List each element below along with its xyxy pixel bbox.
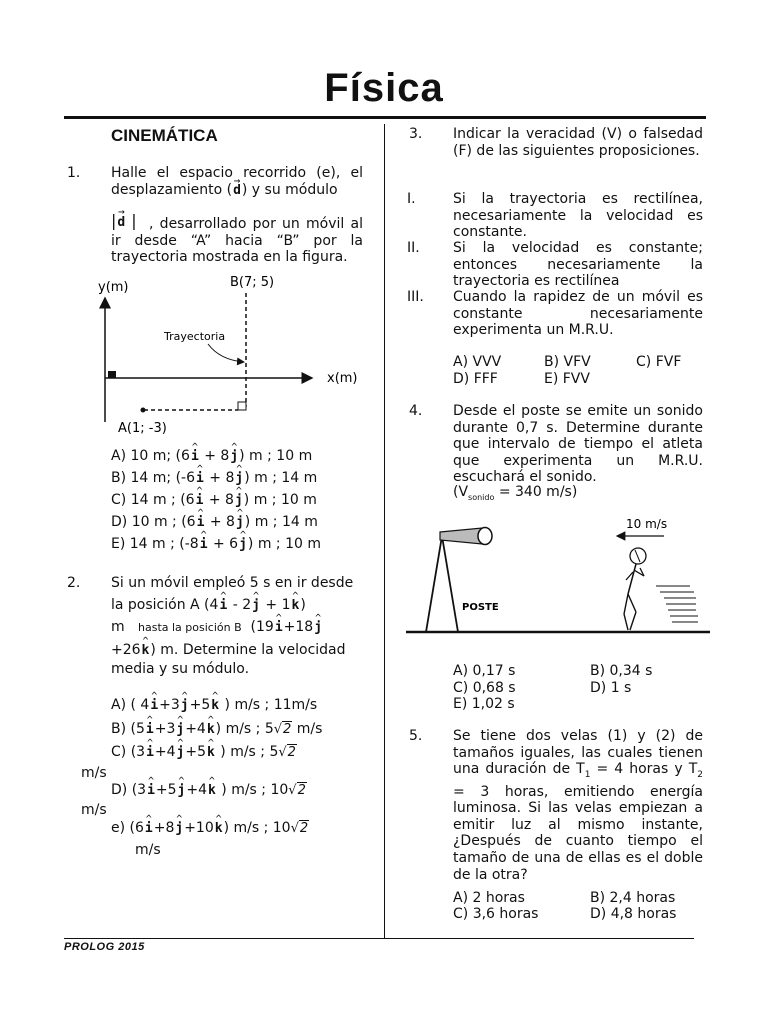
q2-a-c: +5 xyxy=(189,697,211,713)
athlete-shin-front xyxy=(630,612,636,630)
q2-b-e: m/s xyxy=(292,721,323,737)
trajectory-label: Trayectoria xyxy=(164,330,226,343)
athlete-leg-back xyxy=(624,594,628,614)
q3-option-e: E) FVV xyxy=(544,371,590,387)
q5-text-b: = 4 horas y T xyxy=(590,761,698,778)
q4-option-d: D) 1 s xyxy=(590,680,632,696)
q1-text-cont xyxy=(111,216,363,266)
unit-j: ^ j xyxy=(251,597,261,614)
q1-text-c: , desarrollado por un móvil al ir desde “A” hacia “B” por la trayectoria mostrada en la figura. xyxy=(111,216,363,266)
unit-i: ^ i xyxy=(146,782,156,799)
q1-option-d xyxy=(111,514,321,536)
q3-prop-2-number: II. xyxy=(407,240,420,256)
unit-k: ^ k xyxy=(141,642,151,659)
x-axis-label: x(m) xyxy=(327,371,358,386)
q5-number: 5. xyxy=(409,728,423,744)
q4-option-e: E) 1,02 s xyxy=(453,696,515,712)
unit-j: ^ j xyxy=(235,514,245,531)
q2-option-e xyxy=(111,820,309,837)
modulus-vector-d: → d xyxy=(116,215,126,230)
q3-prop-2: Si la velocidad es constante; entonces necesariamente la trayectoria es rectilínea xyxy=(453,240,703,290)
point-a xyxy=(141,408,146,413)
q4-figure xyxy=(404,510,714,645)
unit-i: ^ i xyxy=(274,619,284,636)
q3-prop-1-number: I. xyxy=(407,191,416,207)
q3-prop-3-number: III. xyxy=(407,289,424,305)
athlete-body xyxy=(628,564,636,594)
unit-i: ^ i xyxy=(145,744,155,761)
q2-a-a: A) ( 4 xyxy=(111,697,150,713)
q2-e-b: +8 xyxy=(153,820,175,836)
unit-i: ^ i xyxy=(149,697,159,714)
q4-given-b: = 340 m/s) xyxy=(494,484,578,500)
q2-line2b: - 2 xyxy=(228,597,252,613)
q1-options xyxy=(111,448,321,558)
q3-option-a: A) VVV xyxy=(453,354,502,370)
q1-option-e xyxy=(111,536,321,558)
q2-d-rad: 2 xyxy=(297,783,306,798)
q2-e-d: ) m/s ; 10 xyxy=(223,820,291,836)
page-title: Física xyxy=(324,66,444,110)
speaker-mouth xyxy=(478,528,492,545)
q2-c-d: ) m/s ; 5 xyxy=(215,744,279,760)
unit-i: ^ i xyxy=(218,597,228,614)
q3-option-c: C) FVF xyxy=(636,354,682,370)
point-b-label: B(7; 5) xyxy=(230,275,275,290)
q4-option-c: C) 0,68 s xyxy=(453,680,516,696)
q3-prop-3: Cuando la rapidez de un móvil es constante necesariamente experimenta un M.R.U. xyxy=(453,289,703,339)
point-a-label: A(1; -3) xyxy=(118,421,167,436)
q1-text-b: ) y su módulo xyxy=(241,181,338,198)
speaker-horn xyxy=(440,528,482,544)
q5-option-a: A) 2 horas xyxy=(453,890,525,906)
q2-a-b: +3 xyxy=(159,697,180,713)
q1-option-b xyxy=(111,470,321,492)
q2-option-d-unit: m/s xyxy=(81,802,107,818)
pole-leg-left xyxy=(426,536,442,632)
right-angle-marker xyxy=(238,402,246,410)
q2-option-d xyxy=(111,782,307,799)
q4-given xyxy=(453,484,577,506)
q2-b-rad: 2 xyxy=(283,722,292,737)
unit-i: ^ i xyxy=(144,820,154,837)
q2-b-a: B) (5 xyxy=(111,721,145,737)
q5-option-c: C) 3,6 horas xyxy=(453,906,539,922)
unit-j: ^ j xyxy=(238,536,248,553)
q2-d-a: D) (3 xyxy=(111,782,147,798)
q4-given-a: (V xyxy=(453,484,469,500)
q2-c-rad: 2 xyxy=(287,745,296,760)
q2-line3b: hasta la posición B xyxy=(138,621,242,634)
q2-c-b: +4 xyxy=(154,744,176,760)
origin-marker xyxy=(108,371,116,378)
q1-text xyxy=(111,165,363,199)
unit-j: ^ j xyxy=(234,470,244,487)
pole-label: POSTE xyxy=(462,602,499,613)
unit-j: ^ j xyxy=(176,744,186,761)
q1-b-p: + 8 xyxy=(204,470,235,486)
unit-j: ^ j xyxy=(313,619,323,636)
unit-i: ^ i xyxy=(199,536,209,553)
unit-k: ^ k xyxy=(206,744,216,761)
q1-modulus: |→ d | xyxy=(111,211,137,230)
q2-d-c: +4 xyxy=(186,782,207,798)
q1-e-p: + 6 xyxy=(208,536,239,552)
speed-label: 10 m/s xyxy=(626,517,668,531)
unit-j: ^ j xyxy=(177,782,187,799)
q1-d-p: + 8 xyxy=(205,514,235,530)
q3-option-d: D) FFF xyxy=(453,371,498,387)
trajectory-arrow xyxy=(208,344,244,362)
q1-a-p: + 8 xyxy=(199,448,230,464)
q1-e-l: E) 14 m ; (-8 xyxy=(111,536,199,552)
q5-sub2: 2 xyxy=(697,769,703,780)
q2-line2c: + 1 xyxy=(260,597,291,613)
unit-k: ^ k xyxy=(291,597,301,614)
q3-option-b: B) VFV xyxy=(544,354,591,370)
q3-number: 3. xyxy=(409,126,423,142)
q5-sub1: 1 xyxy=(584,769,591,780)
q2-c-a: C) (3 xyxy=(111,744,146,760)
sqrt-symbol: √2 xyxy=(288,783,306,798)
q4-given-sub: sonido xyxy=(468,492,495,502)
footer-rule xyxy=(64,938,694,939)
q2-line3d: +18 xyxy=(283,619,314,635)
q2-line4 xyxy=(111,642,346,659)
unit-k: ^ k xyxy=(207,782,217,799)
q5-option-b: B) 2,4 horas xyxy=(590,890,676,906)
q5-option-d: D) 4,8 horas xyxy=(590,906,677,922)
unit-i: ^ i xyxy=(190,448,200,465)
q1-c-p: + 8 xyxy=(204,492,234,508)
y-axis-label: y(m) xyxy=(98,280,129,295)
footer-label: PROLOG 2015 xyxy=(64,941,145,953)
sqrt-symbol: √2 xyxy=(273,722,292,737)
q5-text xyxy=(453,728,703,883)
q1-text-a: Halle el espacio recorrido (e), el desplazamiento ( xyxy=(111,165,363,198)
unit-j: ^ j xyxy=(180,697,190,714)
unit-k: ^ k xyxy=(206,721,216,738)
q2-d-d: ) m/s ; 10 xyxy=(216,782,289,798)
q1-b-r: ) m ; 14 m xyxy=(244,470,318,486)
q2-number: 2. xyxy=(67,575,81,591)
q5-text-c: = 3 horas, emitiendo energía luminosa. Si las velas empiezan a emitir luz al mismo instante, ¿Después de cuanto tiempo el tamaño de una de ellas es el doble de la otra? xyxy=(453,783,703,883)
athlete-shin-back xyxy=(624,614,628,630)
q1-b-l: B) 14 m; (-6 xyxy=(111,470,196,486)
q2-line3c: (19 xyxy=(250,619,274,635)
q2-option-c xyxy=(111,744,297,761)
q1-d-l: D) 10 m ; (6 xyxy=(111,514,196,530)
sqrt-symbol: √2 xyxy=(278,745,296,760)
unit-i: ^ i xyxy=(196,514,206,531)
vector-d: → d xyxy=(232,183,242,200)
q2-line4b: ) m. Determine la velocidad xyxy=(150,642,346,658)
pole-leg-right xyxy=(442,536,458,632)
q4-text: Desde el poste se emite un sonido durante 0,7 s. Determine durante que intervalo de tiempo el atleta que experimenta un M.R.U. escuchará el sonido. xyxy=(453,403,703,486)
q2-option-e-unit: m/s xyxy=(135,842,161,858)
column-divider xyxy=(384,124,385,938)
unit-j: ^ j xyxy=(174,820,184,837)
sqrt-symbol: √2 xyxy=(290,821,309,836)
q2-d-b: +5 xyxy=(155,782,177,798)
header-rule xyxy=(64,116,706,119)
q3-prop-1: Si la trayectoria es rectilínea, necesariamente la velocidad es constante. xyxy=(453,191,703,241)
q2-line3a: m xyxy=(111,619,125,635)
unit-j: ^ j xyxy=(175,721,185,738)
q2-line2a: la posición A (4 xyxy=(111,597,219,613)
q2-b-c: +4 xyxy=(185,721,206,737)
unit-j: ^ j xyxy=(234,492,244,509)
unit-i: ^ i xyxy=(195,492,205,509)
q1-option-c xyxy=(111,492,321,514)
q1-c-l: C) 14 m ; (6 xyxy=(111,492,195,508)
q2-line2d: ) xyxy=(300,597,306,613)
q5-text-a: Se tiene dos velas (1) y (2) de tamaños iguales, las cuales tienen una duración de T xyxy=(453,728,703,778)
unit-k: ^ k xyxy=(214,820,224,837)
q2-c-c: +5 xyxy=(185,744,206,760)
q1-e-r: ) m ; 10 m xyxy=(247,536,321,552)
q2-b-b: +3 xyxy=(154,721,176,737)
q1-figure xyxy=(80,270,380,440)
q1-number: 1. xyxy=(67,165,81,181)
unit-k: ^ k xyxy=(210,697,220,714)
q2-line4a: +26 xyxy=(111,642,141,658)
q4-number: 4. xyxy=(409,403,423,419)
q2-option-c-unit: m/s xyxy=(81,765,107,781)
q1-c-r: ) m ; 10 m xyxy=(243,492,317,508)
q4-option-b: B) 0,34 s xyxy=(590,663,653,679)
q2-e-c: +10 xyxy=(184,820,214,836)
athlete-leg-front xyxy=(628,594,636,612)
unit-i: ^ i xyxy=(145,721,155,738)
q2-line5: media y su módulo. xyxy=(111,661,250,677)
q1-a-r: ) m ; 10 m xyxy=(239,448,313,464)
q4-option-a: A) 0,17 s xyxy=(453,663,516,679)
q3-text: Indicar la veracidad (V) o falsedad (F) de las siguientes proposiciones. xyxy=(453,126,703,159)
q2-b-d: ) m/s ; 5 xyxy=(215,721,274,737)
q1-a-l: A) 10 m; (6 xyxy=(111,448,190,464)
q2-option-b xyxy=(111,721,322,738)
q1-option-a xyxy=(111,448,321,470)
q1-d-r: ) m ; 14 m xyxy=(244,514,318,530)
unit-i: ^ i xyxy=(195,470,205,487)
q2-e-rad: 2 xyxy=(299,821,309,836)
section-title: CINEMÁTICA xyxy=(111,126,218,145)
q2-e-a: e) (6 xyxy=(111,820,144,836)
q2-line1: Si un móvil empleó 5 s en ir desde xyxy=(111,575,354,591)
q2-option-a xyxy=(111,697,317,714)
q2-a-d: ) m/s ; 11m/s xyxy=(220,697,318,713)
unit-j: ^ j xyxy=(229,448,239,465)
